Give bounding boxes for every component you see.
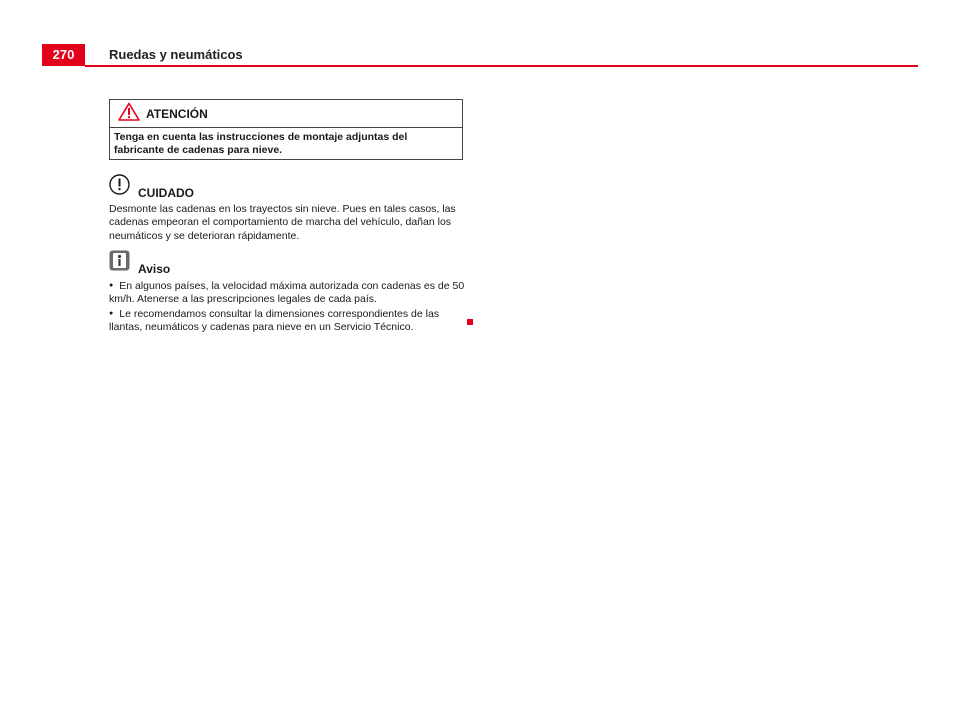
note-title: Aviso [138,261,171,276]
warning-header [110,100,462,128]
note-bullet-text: Le recomendamos consultar la dimensiones correspondientes de las llantas, neumáticos y cadenas para nieve en un Servicio Técnico. [109,307,440,333]
warning-box [109,99,463,160]
list-item [109,279,469,307]
warning-triangle-icon [118,102,140,126]
caution-text: Desmonte las cadenas en los trayectos sin nieve. Pues en tales casos, las cadenas empeoran el comportamiento de marcha del vehículo, dañan los neumáticos y se deterioran rápidamente. [109,202,456,242]
chapter-title: Ruedas y neumáticos [109,47,243,62]
page-header [0,0,960,70]
note-section [109,250,469,335]
page-number: 270 [42,44,85,66]
note-header [109,250,469,276]
bullet-glyph: ● [109,281,114,289]
end-of-section-marker [467,319,473,325]
list-item [109,307,469,335]
caution-header [109,174,469,200]
warning-title: ATENCIÓN [146,106,208,121]
header-rule [85,65,918,67]
caution-section [109,174,469,243]
exclamation-circle-icon [109,174,130,200]
warning-text: Tenga en cuenta las instrucciones de montaje adjuntas del fabricante de cadenas para nieve. [114,131,408,156]
caution-title: CUIDADO [138,185,194,200]
bullet-glyph: ● [109,309,114,317]
info-person-icon [109,250,130,276]
note-bullet-text: En algunos países, la velocidad máxima autorizada con cadenas es de 50 km/h. Atenerse a las prescripciones legales de cada país. [109,279,465,305]
